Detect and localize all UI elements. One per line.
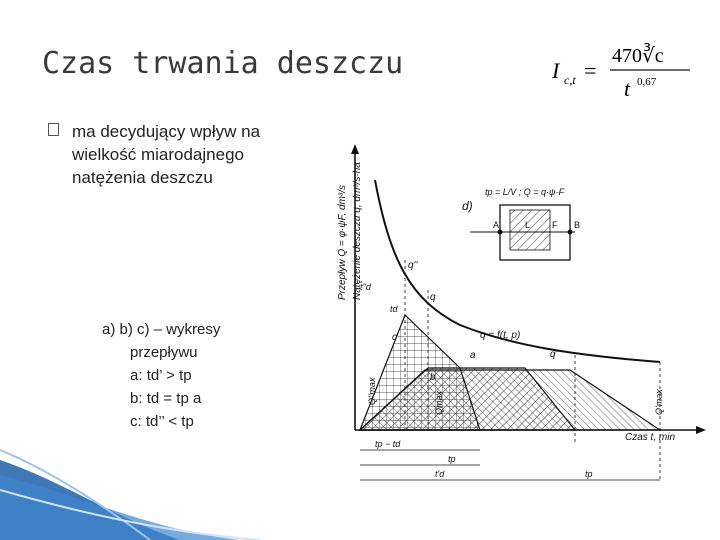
time-label-t-prime-d: t'd (435, 469, 445, 479)
hydrograph-diagram (330, 140, 710, 500)
point-a-icon (498, 230, 503, 235)
time-label-tp-minus-td: tp − td (375, 439, 401, 449)
x-axis-label: Czas t, min (625, 432, 676, 443)
rain-intensity-formula (548, 40, 698, 102)
sub-line (102, 364, 282, 387)
point-b-icon (568, 230, 573, 235)
bullet-text: ma decydujący wpływ na wielkość miarodajnego natężenia deszczu (72, 122, 261, 187)
q-max-double-prime-label: Q''max (367, 377, 377, 405)
formula-lhs-subscript: c,t (564, 73, 576, 87)
y-axis-label-flow: Przepływ Q = φ·ψF, dm³/s (337, 184, 348, 300)
q-max-label: Qmax (434, 390, 444, 415)
q-label: q (430, 292, 436, 303)
hydrograph-c (360, 315, 480, 430)
panel-formula: tp = L/V ; Q = q·ψ·F (485, 187, 565, 197)
sub-line-key: a: (130, 367, 143, 384)
y-axis-arrow-icon (351, 144, 359, 154)
point-label-b: B (574, 220, 581, 230)
hydrograph-a-label: a (470, 350, 476, 361)
point-label-a: A (493, 220, 500, 230)
q-double-prime-label: q'' (408, 260, 418, 271)
formula-equals: = (584, 58, 597, 83)
x-axis-arrow-icon (696, 426, 706, 434)
time-label-tp: tp (448, 454, 456, 464)
sub-list (102, 318, 282, 433)
sub-line-value: td’ > tp (146, 367, 192, 384)
curve-equation-label: q = f(t, p) (480, 330, 521, 341)
sub-line (102, 410, 282, 433)
sub-line-value: td = tp a (146, 390, 202, 407)
formula-numerator: 470∛c (612, 45, 664, 67)
catchment-area (510, 210, 550, 250)
y-axis-label-intensity: Natężenie deszczu q, dm³/s·ha (352, 162, 363, 300)
sub-line-key: b: (130, 390, 143, 407)
hydrograph-b-label: b (430, 372, 436, 383)
time-label-tp-long: tp (585, 469, 593, 479)
panel-label: d) (462, 199, 473, 213)
sub-line-key: c: (130, 413, 142, 430)
sub-line (102, 387, 282, 410)
formula-lhs: I (552, 58, 560, 83)
sub-line: a) b) c) – wykresy (102, 321, 221, 338)
q-prime-label: q' (550, 349, 558, 360)
sub-line: przepływu (130, 344, 198, 361)
slide-title: Czas trwania deszczu (42, 46, 404, 81)
hydrograph-c-label: c (392, 332, 397, 343)
formula-denominator: t (624, 76, 631, 101)
time-label-td: td (390, 304, 398, 314)
decorative-wave (0, 440, 300, 540)
bullet-box-icon (48, 123, 59, 136)
point-label-l: L (525, 220, 531, 230)
point-label-f: F (552, 220, 558, 230)
q-max-prime-label: Q'max (654, 389, 664, 415)
time-label-tdd: t''d (360, 282, 371, 292)
formula-exponent: 0,67 (637, 76, 657, 88)
sub-line-value: td’’ < tp (145, 413, 194, 430)
